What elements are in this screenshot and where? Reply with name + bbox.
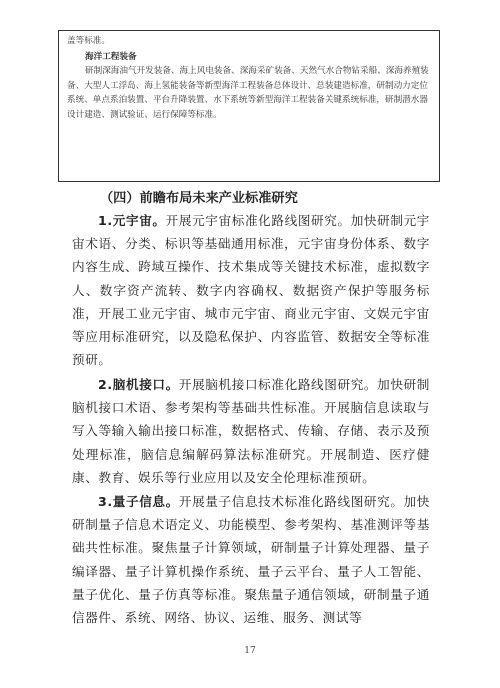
section-heading: （四）前瞻布局未来产业标准研究 <box>100 191 298 206</box>
paragraph-text: 开展脑机接口标准化路线图研究。加快研制脑机接口术语、参考架构等基础共性标准。开展脑信息读取与写入等输入输出接口标准，数据格式、传输、存储、表示及预处理标准，脑信息编解码算法标准研究。开展制造、医疗健康、教育、娱乐等行业应用以及安全伦理标准预研。 <box>72 377 431 485</box>
paragraph-lead: 3.量子信息。 <box>98 494 179 509</box>
paragraph-brain-computer-interface <box>72 373 430 489</box>
box-body: 研制深海油气开发装备、海上风电装备、深海采矿装备、天然气水合物钻采船、深海养殖装备、大型人工浮岛、海上氢能装备等新型海洋工程装备总体设计、总装建造标准，研制动力定位系统、单点系泊装置、平台升降装置、水下系统等新型海洋工程装备关键系统标准，研制潜水器设计建造、测试验证、运行保障等标准。 <box>67 66 429 120</box>
paragraph-text: 开展元宇宙标准化路线图研究。加快研制元宇宙术语、分类、标识等基础通用标准，元宇宙身份体系、数字内容生成、跨域互操作、技术集成等关键技术标准，虚拟数字人、数字资产流转、数字内容确权、数据资产保护等服务标准，开展工业元宇宙、城市元宇宙、商业元宇宙、文娱元宇宙等应用标准研究，以及隐私保护、内容监管、数据安全等标准预研。 <box>72 213 431 368</box>
paragraph-text: 开展量子信息技术标准化路线图研究。加快研制量子信息术语定义、功能模型、参考架构、基准测评等基础共性标准。聚焦量子计算领域，研制量子计算处理器、量子编译器、量子计算机操作系统、量子云平台、量子人工智能、量子优化、量子仿真等标准。聚焦量子通信领域，研制量子通信器件、系统、网络、协议、运维、服务、测试等 <box>72 494 431 626</box>
paragraph-lead: 2.脑机接口。 <box>98 377 179 392</box>
paragraph-metaverse <box>72 209 430 371</box>
paragraph-quantum-information <box>72 490 430 629</box>
page-number: 17 <box>244 646 256 656</box>
box-continuation: 盖等标准。 <box>67 36 110 46</box>
highlight-box <box>58 30 440 182</box>
paragraph-lead: 1.元宇宙。 <box>98 213 166 228</box>
box-heading: 海洋工程装备 <box>85 51 137 62</box>
